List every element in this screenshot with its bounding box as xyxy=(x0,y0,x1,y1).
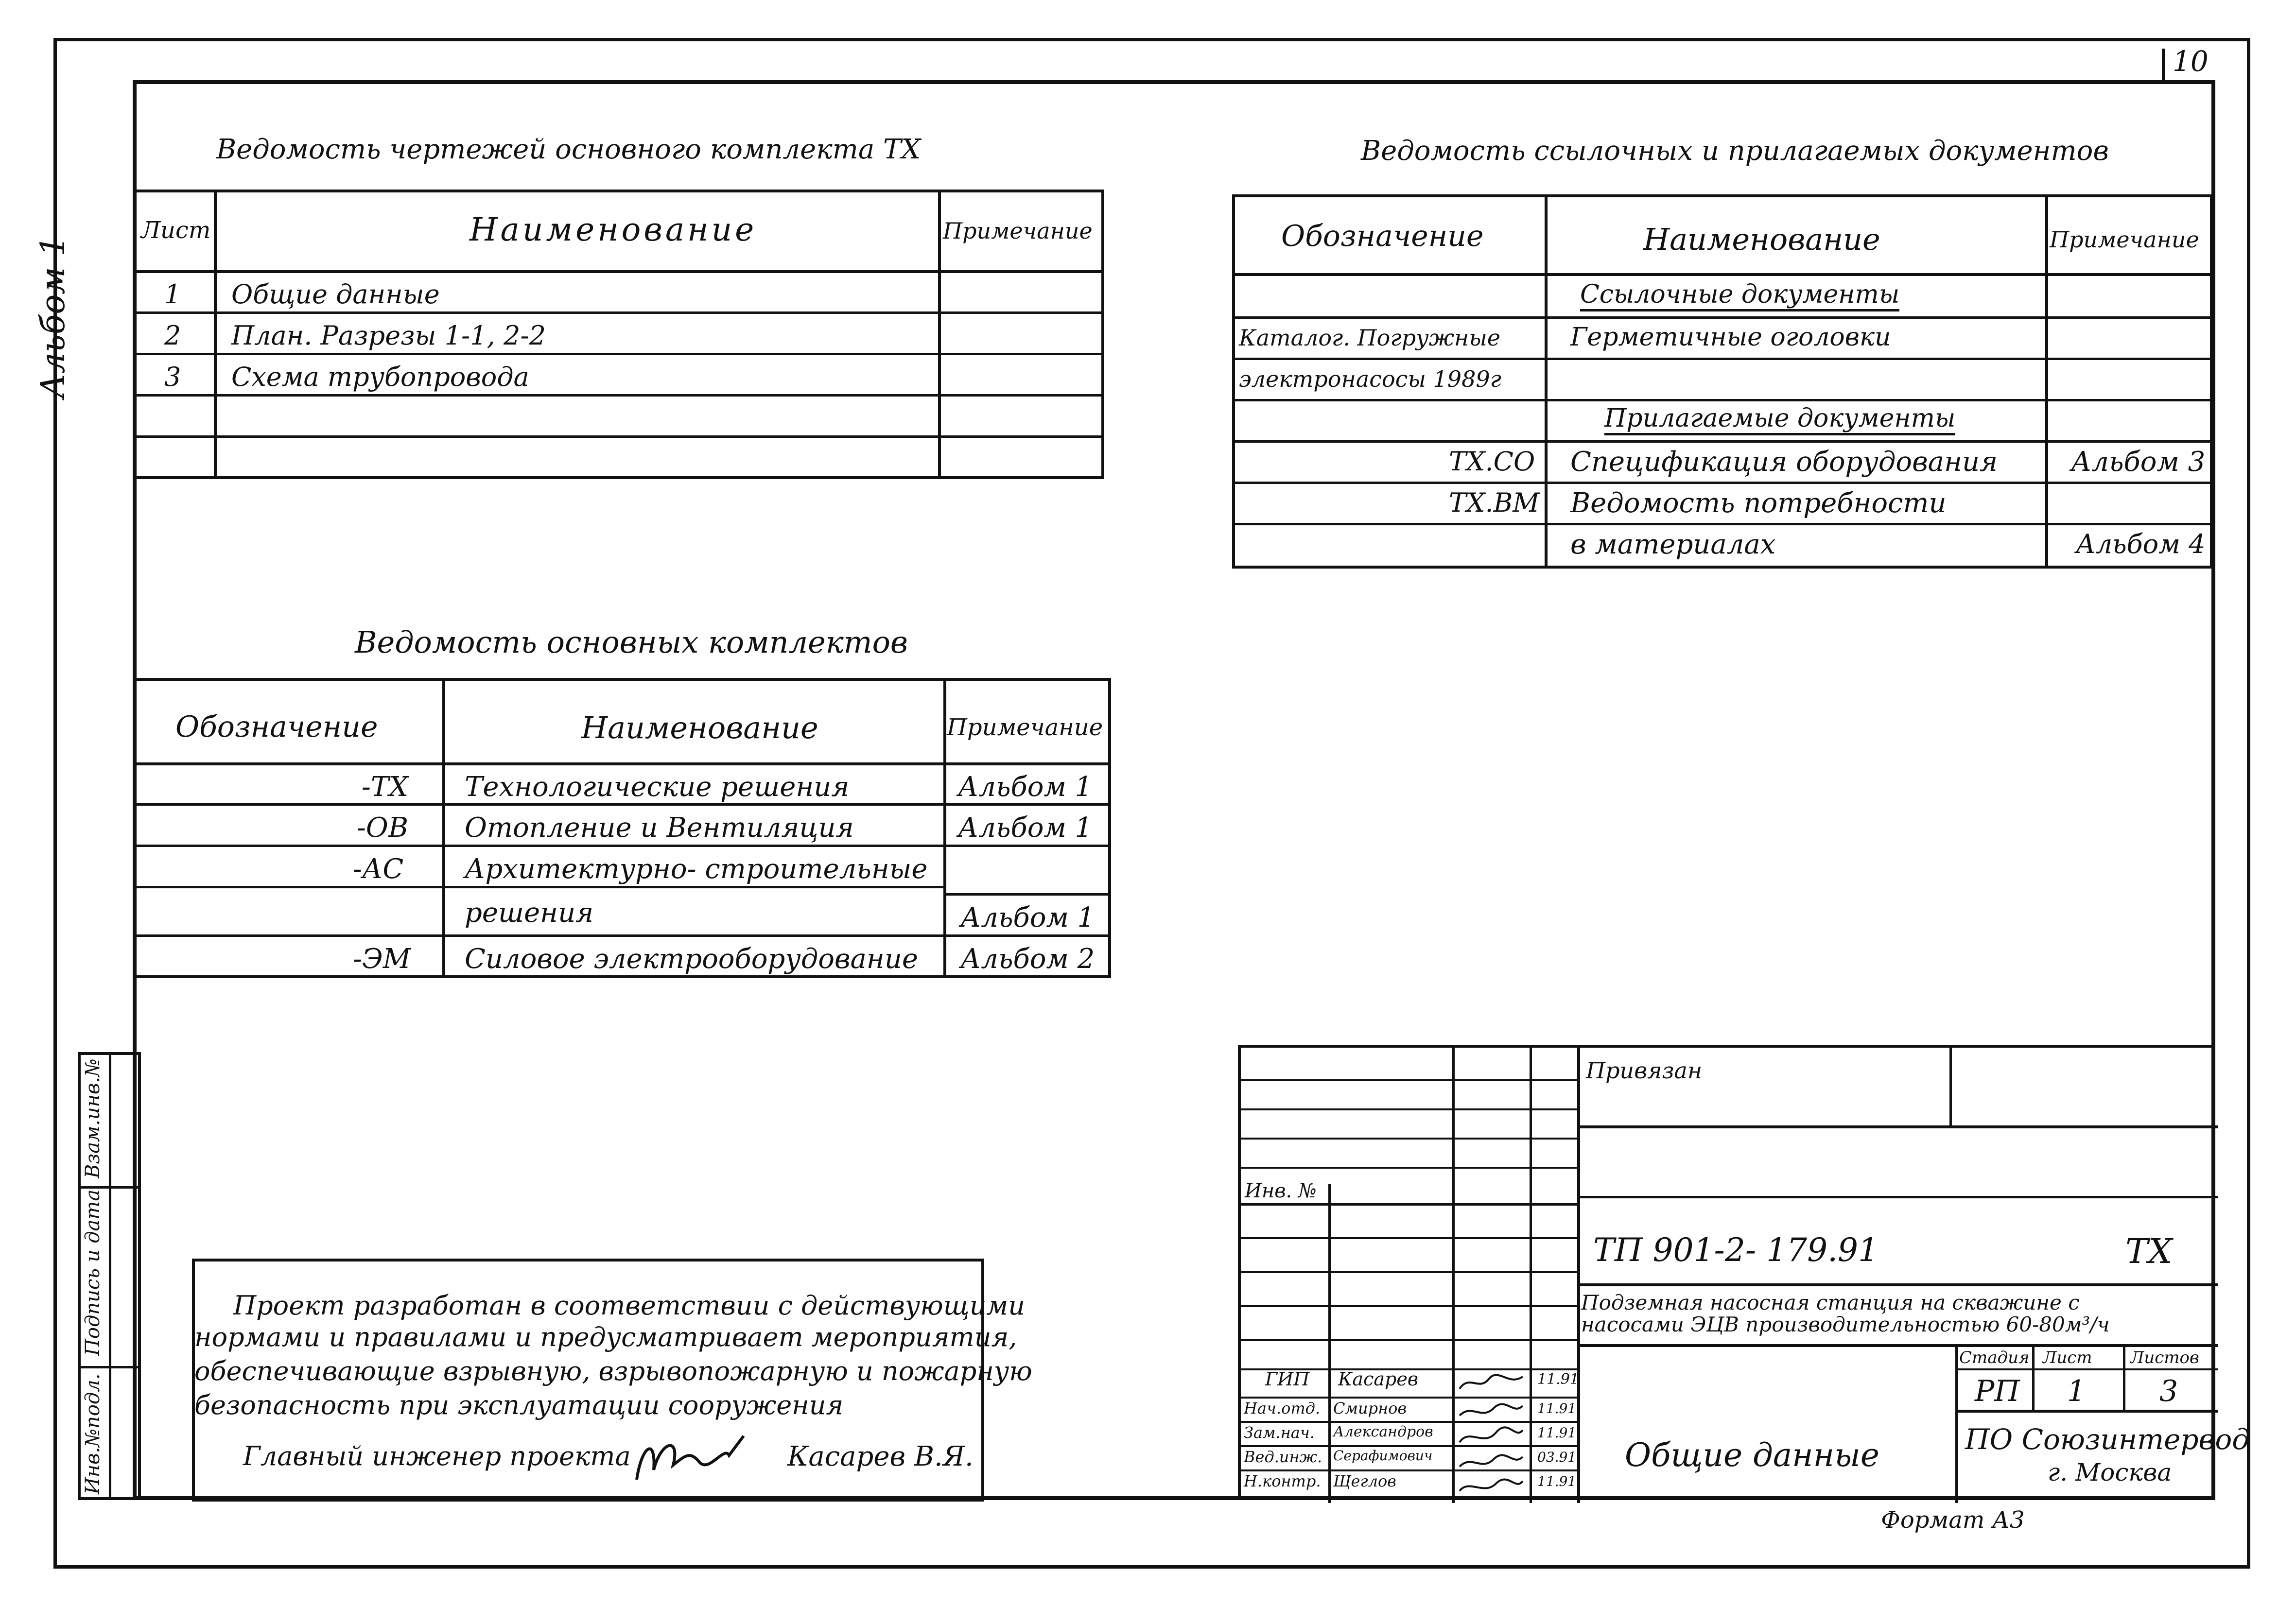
title-stage: РП xyxy=(1975,1374,2020,1408)
compliance-line-2: нормами и правилами и предусматривает мероприятия, xyxy=(194,1322,1017,1352)
title-inv-label: Инв. № xyxy=(1245,1180,1317,1202)
title-sheet-label: Лист xyxy=(2043,1348,2092,1367)
drawings-table xyxy=(134,190,1104,479)
sig-name-1: Касарев xyxy=(1338,1368,1418,1390)
drawings-header-sheet: Лист xyxy=(141,217,211,244)
title-org-2: г. Москва xyxy=(2048,1458,2172,1486)
sheet-number: 10 xyxy=(2173,45,2209,78)
sig-name-2: Смирнов xyxy=(1333,1399,1407,1417)
drawings-table-title: Ведомость чертежей основного комплекта ТХ xyxy=(216,134,921,165)
sets-row-2-designation: -ОВ xyxy=(357,812,408,844)
title-sheet: 1 xyxy=(2067,1374,2086,1408)
drawings-row-3-sheet: 3 xyxy=(164,362,181,392)
sets-row-2-note: Альбом 1 xyxy=(958,812,1093,844)
refs-table xyxy=(1232,194,2213,569)
chief-engineer-role: Главный инженер проекта xyxy=(243,1441,631,1471)
sig-date-5: 11.91 xyxy=(1537,1473,1577,1489)
compliance-line-3: обеспечивающие взрывную, взрывопожарную и пожарную xyxy=(194,1356,1032,1386)
sets-header-note: Примечание xyxy=(947,714,1103,741)
refs-catalog-designation-2: электронасосы 1989г xyxy=(1239,366,1501,392)
title-description-2: насосами ЭЦВ производительностью 60-80м³/ч xyxy=(1581,1313,2110,1336)
drawings-header-note: Примечание xyxy=(943,218,1093,244)
sig-role-4: Вед.инж. xyxy=(1244,1448,1322,1466)
drawings-row-1-name: Общие данные xyxy=(231,279,440,310)
strip-label-replaced-inv: Взам.инв.№ xyxy=(82,1058,104,1178)
sig-date-1: 11.91 xyxy=(1537,1371,1579,1388)
sig-name-5: Щеглов xyxy=(1333,1472,1396,1490)
refs-section-attached: Прилагаемые документы xyxy=(1604,404,1955,435)
drawings-header-name: Наименование xyxy=(470,211,757,248)
sets-row-3-name: Архитектурно- строительные xyxy=(465,853,928,885)
sets-row-1-note: Альбом 1 xyxy=(958,771,1093,803)
sig-date-3: 11.91 xyxy=(1537,1425,1577,1441)
refs-spec-designation: ТХ.СО xyxy=(1449,446,1535,477)
drawings-row-1-sheet: 1 xyxy=(164,279,181,310)
sets-row-2-name: Отопление и Вентиляция xyxy=(465,812,854,844)
title-attached-label: Привязан xyxy=(1586,1057,1703,1084)
drawings-row-2-name: План. Разрезы 1-1, 2-2 xyxy=(231,320,546,351)
drawings-row-3-name: Схема трубопровода xyxy=(231,362,529,392)
sig-role-1: ГИП xyxy=(1265,1368,1310,1390)
album-side-label: Альбом 1 xyxy=(34,235,72,398)
refs-vm-name-2: в материалах xyxy=(1570,529,1776,560)
sig-role-3: Зам.нач. xyxy=(1244,1423,1315,1442)
refs-spec-name: Спецификация оборудования xyxy=(1570,446,1998,478)
sheet-number-divider xyxy=(2162,49,2165,80)
sets-row-5-designation: -ЭМ xyxy=(353,943,411,975)
refs-spec-note: Альбом 3 xyxy=(2071,446,2206,478)
sets-row-5-note: Альбом 2 xyxy=(960,943,1095,975)
sets-header-name: Наименование xyxy=(581,710,818,745)
format-label: Формат А3 xyxy=(1881,1506,2025,1534)
sets-table-title: Ведомость основных комплектов xyxy=(355,624,908,660)
chief-engineer-name: Касарев В.Я. xyxy=(787,1441,974,1472)
title-project-code: ТП 901-2- 179.91 xyxy=(1593,1231,1879,1269)
refs-header-note: Примечание xyxy=(2050,226,2199,253)
title-sheets: 3 xyxy=(2159,1374,2178,1408)
refs-vm-note: Альбом 4 xyxy=(2076,529,2206,559)
title-stage-label: Стадия xyxy=(1959,1348,2030,1367)
refs-table-title: Ведомость ссылочных и прилагаемых документов xyxy=(1361,135,2109,167)
refs-section-ref: Ссылочные документы xyxy=(1580,280,1899,311)
refs-vm-designation: ТХ.ВМ xyxy=(1449,487,1540,518)
title-description-1: Подземная насосная станция на скважине с xyxy=(1581,1291,2080,1314)
sets-row-1-name: Технологические решения xyxy=(465,771,850,803)
refs-catalog-name: Герметичные оголовки xyxy=(1570,323,1891,352)
title-org-1: ПО Союзинтервод xyxy=(1965,1423,2250,1456)
sets-row-5-name: Силовое электрооборудование xyxy=(465,943,919,975)
sets-row-4-name: решения xyxy=(465,897,594,929)
refs-header-name: Наименование xyxy=(1643,222,1880,257)
compliance-line-1: Проект разработан в соответствии с действующими xyxy=(233,1290,1026,1321)
compliance-line-4: безопасность при эксплуатации сооружения xyxy=(194,1390,844,1420)
drawings-row-2-sheet: 2 xyxy=(164,320,181,351)
strip-label-original-inv: Инв.№подл. xyxy=(82,1373,104,1494)
sets-table xyxy=(134,678,1111,978)
chief-engineer-signature xyxy=(627,1426,773,1489)
refs-vm-name-1: Ведомость потребности xyxy=(1570,487,1947,519)
sig-role-2: Нач.отд. xyxy=(1244,1399,1321,1417)
sets-header-designation: Обозначение xyxy=(175,710,378,744)
sig-date-4: 03.91 xyxy=(1537,1449,1577,1465)
sig-name-3: Александров xyxy=(1333,1423,1433,1440)
sig-scribbles xyxy=(1455,1369,1528,1501)
title-block xyxy=(1238,1045,2250,1500)
title-document-title: Общие данные xyxy=(1625,1436,1879,1474)
sets-row-3-designation: -АС xyxy=(353,853,404,885)
title-set-code: ТХ xyxy=(2125,1231,2173,1271)
sig-date-2: 11.91 xyxy=(1537,1400,1577,1417)
sets-row-4-note: Альбом 1 xyxy=(960,902,1095,933)
title-sheets-label: Листов xyxy=(2130,1348,2199,1367)
refs-header-designation: Обозначение xyxy=(1281,219,1484,253)
refs-catalog-designation-1: Каталог. Погружные xyxy=(1239,325,1501,351)
sig-name-4: Серафимович xyxy=(1333,1448,1433,1464)
sets-row-1-designation: -ТХ xyxy=(362,771,409,803)
sig-role-5: Н.контр. xyxy=(1244,1472,1321,1490)
strip-label-signature-date: Подпись и дата xyxy=(82,1189,104,1356)
